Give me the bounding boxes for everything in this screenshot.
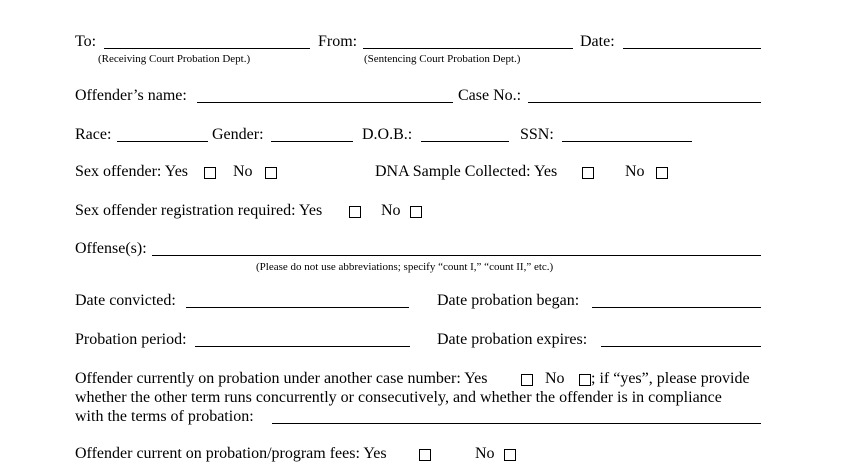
date-probation-began-field[interactable] <box>592 292 761 308</box>
probation-period-label: Probation period: <box>75 331 187 348</box>
date-label: Date: <box>580 33 615 50</box>
dna-yes-checkbox[interactable] <box>582 167 594 179</box>
gender-field[interactable] <box>271 126 353 142</box>
other-case-no-checkbox[interactable] <box>579 374 591 386</box>
dna-no-label: No <box>625 163 645 180</box>
other-case-label: Offender currently on probation under another case number: Yes <box>75 370 488 387</box>
terms-of-probation-field[interactable] <box>272 408 761 424</box>
fees-yes-checkbox[interactable] <box>419 449 431 461</box>
probation-period-field[interactable] <box>195 331 410 347</box>
from-field[interactable] <box>363 33 573 49</box>
registration-no-label: No <box>381 202 401 219</box>
ssn-label: SSN: <box>520 126 554 143</box>
terms-of-probation-label: with the terms of probation: <box>75 408 254 425</box>
date-probation-expires-label: Date probation expires: <box>437 331 588 348</box>
to-hint: (Receiving Court Probation Dept.) <box>98 53 251 65</box>
fees-label: Offender current on probation/program fees: Yes <box>75 445 387 462</box>
dob-field[interactable] <box>421 126 509 142</box>
case-no-field[interactable] <box>528 87 761 103</box>
fees-no-checkbox[interactable] <box>504 449 516 461</box>
race-label: Race: <box>75 126 112 143</box>
dna-sample-label: DNA Sample Collected: Yes <box>375 163 558 180</box>
race-field[interactable] <box>117 126 208 142</box>
registration-label: Sex offender registration required: Yes <box>75 202 323 219</box>
registration-yes-checkbox[interactable] <box>349 206 361 218</box>
from-label: From: <box>318 33 358 50</box>
sex-offender-no-checkbox[interactable] <box>265 167 277 179</box>
registration-no-checkbox[interactable] <box>410 206 422 218</box>
dob-label: D.O.B.: <box>362 126 413 143</box>
other-case-no-label: No <box>545 370 565 387</box>
sex-offender-no-label: No <box>233 163 253 180</box>
dna-no-checkbox[interactable] <box>656 167 668 179</box>
sex-offender-yes-checkbox[interactable] <box>204 167 216 179</box>
date-convicted-label: Date convicted: <box>75 292 176 309</box>
to-field[interactable] <box>104 33 310 49</box>
other-case-instructions-line2: whether the other term runs concurrently or consecutively, and whether the offender is in compliance <box>75 389 722 406</box>
offenses-hint: (Please do not use abbreviations; specify “count I,” “count II,” etc.) <box>256 261 554 273</box>
case-no-label: Case No.: <box>458 87 522 104</box>
date-convicted-field[interactable] <box>186 292 409 308</box>
offender-name-label: Offender’s name: <box>75 87 187 104</box>
ssn-field[interactable] <box>562 126 692 142</box>
to-label: To: <box>75 33 97 50</box>
offenses-label: Offense(s): <box>75 240 147 257</box>
offenses-field[interactable] <box>152 240 761 256</box>
fees-no-label: No <box>475 445 495 462</box>
sex-offender-label: Sex offender: Yes <box>75 163 189 180</box>
date-probation-began-label: Date probation began: <box>437 292 580 309</box>
from-hint: (Sentencing Court Probation Dept.) <box>364 53 521 65</box>
offender-name-field[interactable] <box>197 87 453 103</box>
gender-label: Gender: <box>212 126 264 143</box>
date-probation-expires-field[interactable] <box>601 331 761 347</box>
date-field[interactable] <box>623 33 761 49</box>
other-case-yes-checkbox[interactable] <box>521 374 533 386</box>
other-case-instructions: ; if “yes”, please provide <box>591 370 750 387</box>
